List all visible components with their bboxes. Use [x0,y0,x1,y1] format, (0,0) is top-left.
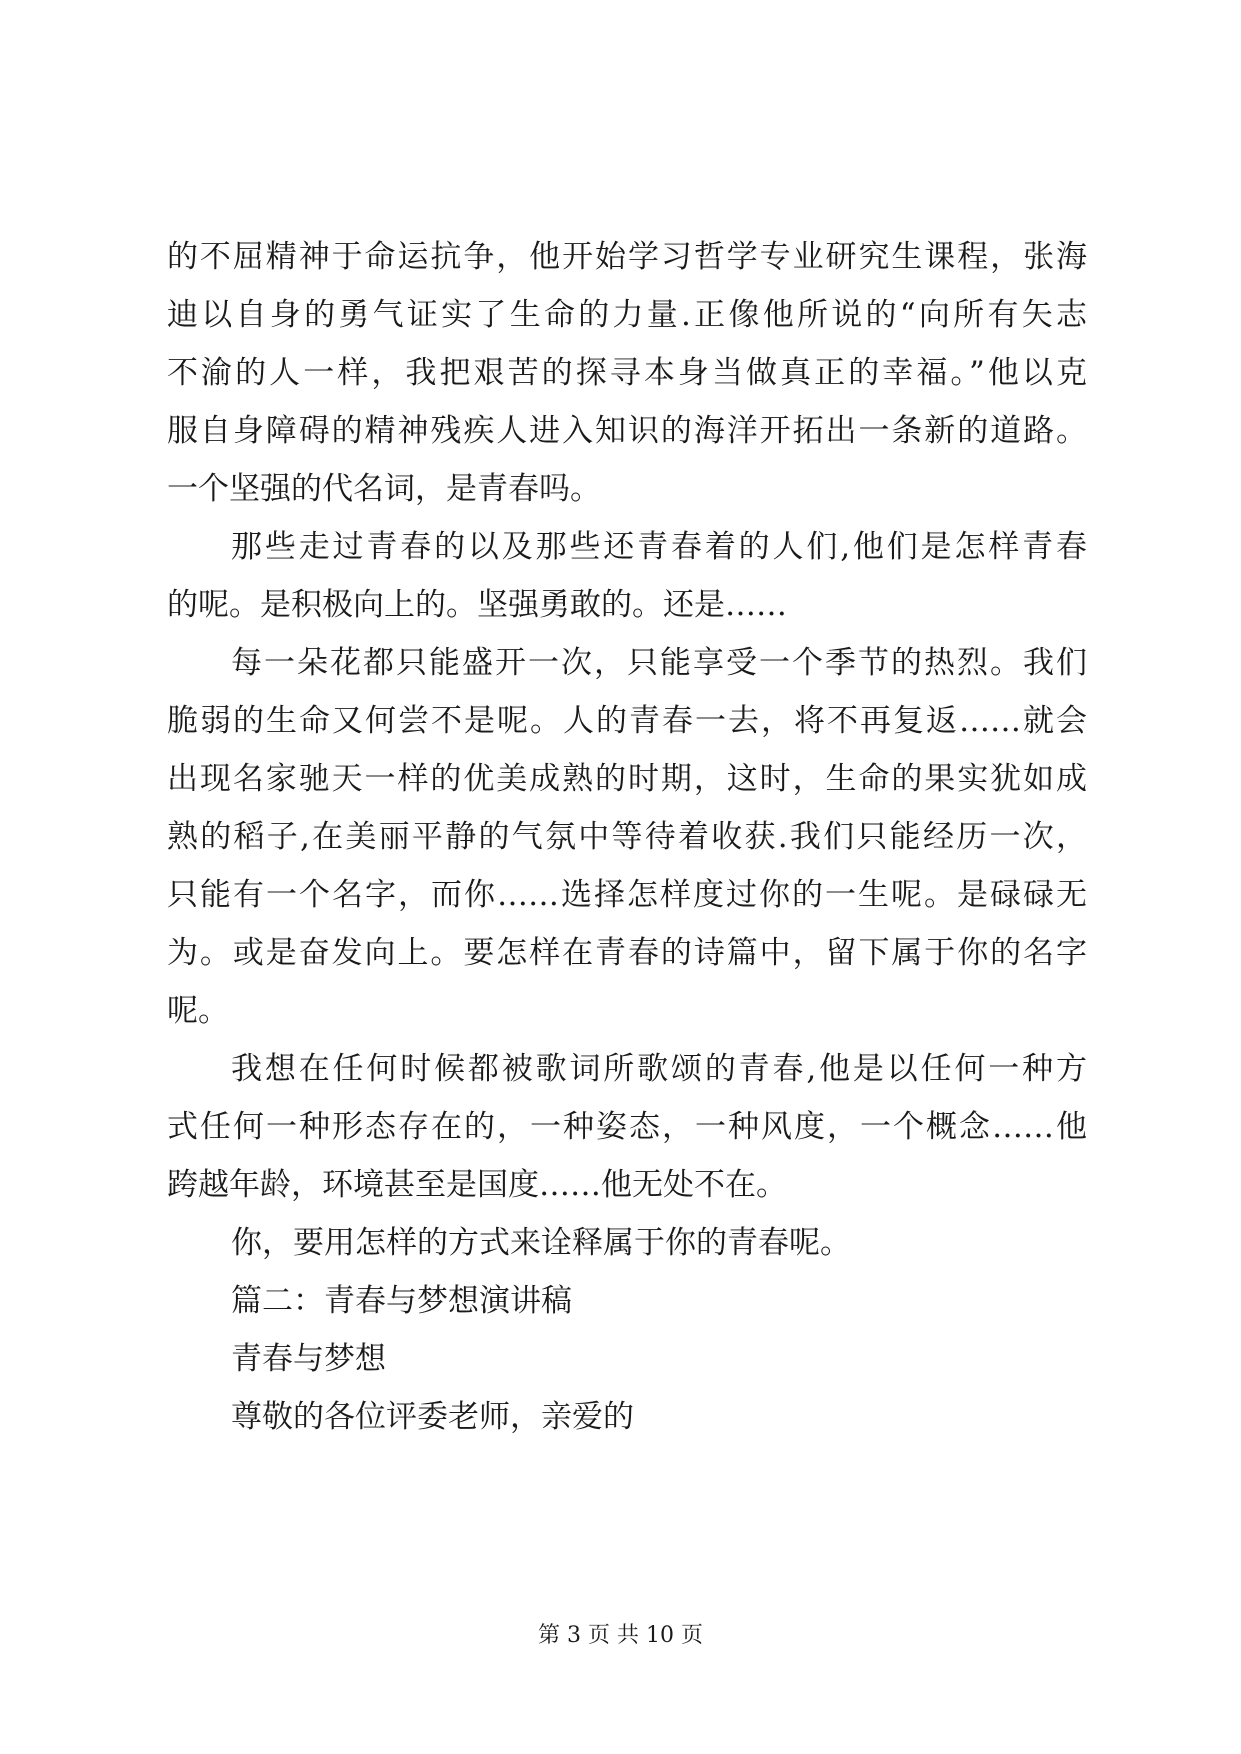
text-line: 一个坚强的代名词，是青春吗。 [167,471,601,507]
text-line: 的呢。是积极向上的。坚强勇敢的。还是…… [167,587,787,623]
text-line: 只能有一个名字，而你……选择怎样度过你的一生呢。是碌碌无 [167,877,1087,913]
text-line: 呢。 [167,993,229,1029]
paragraph-first-line: 你，要用怎样的方式来诠释属于你的青春呢。 [231,1225,851,1261]
section-heading: 篇二：青春与梦想演讲稿 [231,1283,572,1319]
text-line: 跨越年龄，环境甚至是国度……他无处不在。 [167,1167,787,1203]
page-number-footer: 第 3 页 共 10 页 [538,1623,703,1648]
text-line: 为。或是奋发向上。要怎样在青春的诗篇中，留下属于你的名字 [167,935,1087,971]
salutation-line: 尊敬的各位评委老师，亲爱的 [231,1399,634,1435]
text-line: 服自身障碍的精神残疾人进入知识的海洋开拓出一条新的道路。 [167,413,1087,449]
text-line: 的不屈精神于命运抗争，他开始学习哲学专业研究生课程，张海 [167,239,1087,275]
body-text [167,228,1087,1446]
text-line: 式任何一种形态存在的，一种姿态，一种风度，一个概念……他 [167,1109,1087,1145]
speech-title: 青春与梦想 [231,1341,386,1377]
text-line: 脆弱的生命又何尝不是呢。人的青春一去，将不再复返……就会 [167,703,1087,739]
text-line: 迪以自身的勇气证实了生命的力量.正像他所说的“向所有矢志 [167,297,1087,333]
text-line: 不渝的人一样，我把艰苦的探寻本身当做真正的幸福。”他以克 [167,355,1087,391]
paragraph-first-line: 那些走过青春的以及那些还青春着的人们,他们是怎样青春 [231,529,1087,565]
paragraph-first-line: 我想在任何时候都被歌词所歌颂的青春,他是以任何一种方 [231,1051,1087,1087]
paragraph-first-line: 每一朵花都只能盛开一次，只能享受一个季节的热烈。我们 [231,645,1087,681]
text-line: 熟的稻子,在美丽平静的气氛中等待着收获.我们只能经历一次， [167,819,1087,855]
text-line: 出现名家驰天一样的优美成熟的时期，这时，生命的果实犹如成 [167,761,1087,797]
